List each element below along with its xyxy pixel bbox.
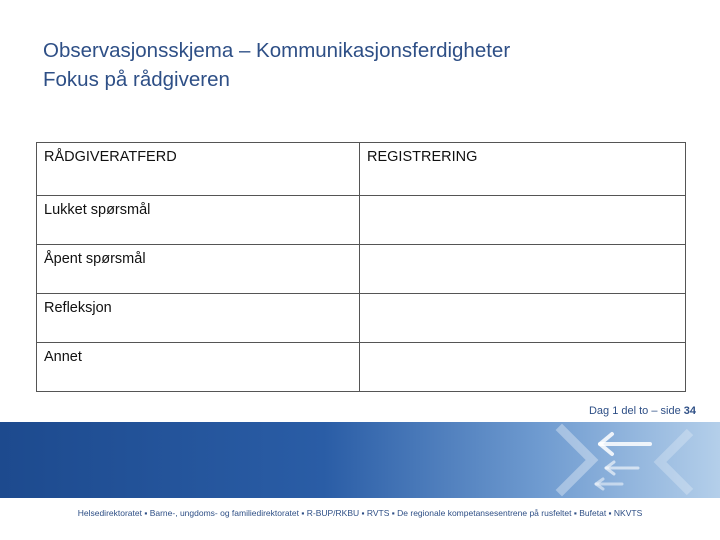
registration-cell[interactable] (360, 196, 686, 245)
header-behavior: RÅDGIVERATFERD (37, 143, 360, 196)
registration-cell[interactable] (360, 294, 686, 343)
page-number-value: 34 (683, 405, 696, 417)
registration-cell[interactable] (360, 245, 686, 294)
observation-table (36, 142, 686, 392)
page-number (589, 405, 696, 417)
table-row (37, 343, 686, 392)
row-label: Åpent spørsmål (37, 245, 360, 294)
chevron-icon (562, 430, 592, 490)
registration-cell[interactable] (360, 343, 686, 392)
arrow-left-icon (600, 434, 650, 454)
row-label: Annet (37, 343, 360, 392)
page-label: Dag 1 del to – side (588, 405, 681, 417)
arrows-graphic (0, 422, 720, 498)
table-header-row (37, 143, 686, 196)
table-row (37, 196, 686, 245)
header-registration: REGISTRERING (360, 143, 686, 196)
row-label: Refleksjon (37, 294, 360, 343)
row-label: Lukket spørsmål (37, 196, 360, 245)
title-line-1: Observasjonsskjema – Kommunikasjonsferdigheter (43, 39, 511, 62)
arrow-left-icon (596, 479, 622, 489)
title-line-2: Fokus på rådgiveren (43, 68, 230, 91)
table-row (37, 294, 686, 343)
page-title (43, 36, 510, 94)
footer-text: Helsedirektoratet ▪ Barne-, ungdoms- og familiedirektoratet ▪ R-BUP/RKBU ▪ RVTS ▪ De regionale kompetansesentrene på rusfeltet ▪ Bufetat ▪ NKVTS (77, 508, 643, 518)
decorative-banner (0, 422, 720, 498)
arrow-left-icon (606, 462, 638, 474)
chevron-icon (660, 432, 690, 492)
table-row (37, 245, 686, 294)
